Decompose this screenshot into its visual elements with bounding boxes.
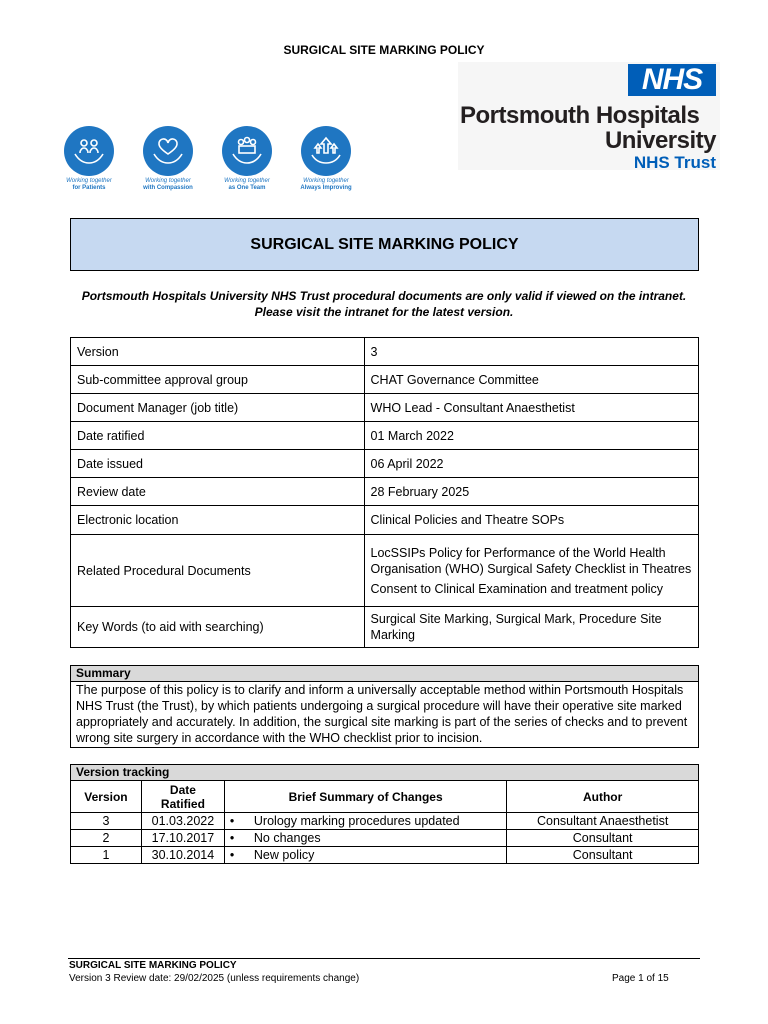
summary-box: [70, 665, 699, 748]
value-with-compassion: Working together with Compassion: [129, 126, 207, 192]
intranet-notice: Portsmouth Hospitals University NHS Trust procedural documents are only valid if viewed on the intranet. Please visit the intranet for the latest version.: [81, 289, 687, 319]
nhs-trust-logo: [458, 62, 720, 170]
table-row: Document Manager (job title) WHO Lead - Consultant Anaesthetist: [71, 394, 699, 422]
heart-hands-icon: [143, 126, 193, 176]
table-row: 3 01.03.2022 • Urology marking procedures updated Consultant Anaesthetist: [71, 813, 699, 830]
policy-title-box: [70, 218, 699, 271]
document-header: SURGICAL SITE MARKING POLICY: [283, 43, 485, 57]
footer-divider: [68, 958, 700, 959]
summary-body: The purpose of this policy is to clarify and inform a universally acceptable method within Portsmouth Hospitals NHS Trust (the Trust), by which patients undergoing a surgical procedure will have their operative site marked appropriately and accurately. In addition, the surgical site marking is part of the series of checks and to prevent wrong site surgery in accordance with the WHO checklist prior to incision.: [76, 683, 688, 745]
table-row: Review date 28 February 2025: [71, 478, 699, 506]
document-info-table: [70, 337, 699, 648]
logo-org-name: Portsmouth Hospitals: [460, 102, 700, 129]
people-hands-icon: [64, 126, 114, 176]
table-row: [71, 765, 699, 781]
table-row: Related Procedural Documents LocSSIPs Policy for Performance of the World Health Organisation (WHO) Surgical Safety Checklist in Theatres Consent to Clinical Examination and treatment policy: [71, 535, 699, 607]
table-row: Sub-committee approval group CHAT Governance Committee: [71, 366, 699, 394]
table-row: Version 3: [71, 338, 699, 366]
logo-org-university: University: [604, 127, 716, 154]
table-row: 1 30.10.2014 • New policy Consultant: [71, 847, 699, 864]
version-tracking-table: [70, 764, 699, 864]
table-row: Electronic location Clinical Policies and Theatre SOPs: [71, 506, 699, 535]
arrows-up-hands-icon: [301, 126, 351, 176]
table-row: Date issued 06 April 2022: [71, 450, 699, 478]
footer-version-review: Version 3 Review date: 29/02/2025 (unless requirements change): [69, 973, 360, 984]
summary-heading: Summary: [71, 666, 698, 682]
logo-org-trust: NHS Trust: [633, 153, 716, 172]
nhs-logo-mark: NHS: [628, 64, 716, 96]
version-tracking-heading: Version tracking: [71, 765, 699, 781]
footer-title: SURGICAL SITE MARKING POLICY: [69, 960, 237, 971]
table-row: Date ratified 01 March 2022: [71, 422, 699, 450]
table-row: Key Words (to aid with searching) Surgical Site Marking, Surgical Mark, Procedure Site Marking: [71, 607, 699, 648]
value-as-one-team: Working together as One Team: [208, 126, 286, 192]
team-hands-icon: [222, 126, 272, 176]
footer-page-number: Page 1 of 15: [612, 973, 669, 984]
value-always-improving: Working together Always Improving: [287, 126, 365, 192]
policy-title: SURGICAL SITE MARKING POLICY: [250, 235, 519, 253]
table-header-row: Version Date Ratified Brief Summary of Changes Author: [71, 781, 699, 813]
table-row: 2 17.10.2017 • No changes Consultant: [71, 830, 699, 847]
value-for-patients: Working together for Patients: [50, 126, 128, 192]
